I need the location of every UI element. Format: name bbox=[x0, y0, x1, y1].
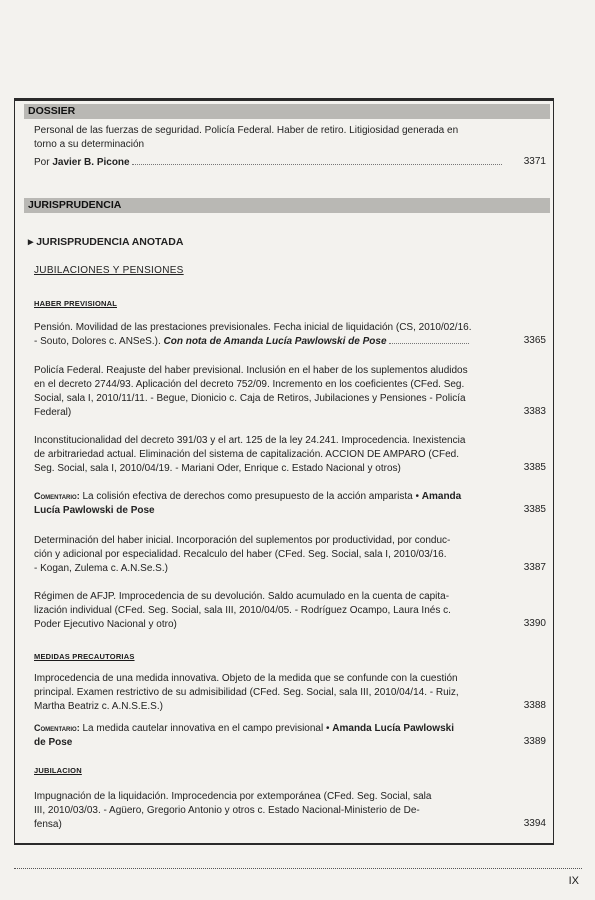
comentario-label: Comentario: bbox=[34, 491, 80, 501]
subsection-haber-previsional: HABER PREVISIONAL bbox=[34, 299, 117, 308]
entry-1-page: 3365 bbox=[523, 335, 546, 346]
entry-1-note: Con nota de Amanda Lucía Pawlowski de Pose bbox=[163, 336, 387, 347]
dossier-byline: Por Javier B. Picone bbox=[34, 156, 502, 169]
entry-3-line2: de arbitrariedad actual. Eliminación del sistema de capitalización. ACCION DE AMPARO (CFed. bbox=[34, 449, 459, 460]
dossier-author: Javier B. Picone bbox=[52, 157, 130, 168]
entry-4-page: 3385 bbox=[523, 504, 546, 515]
subsection-jubilacion: JUBILACION bbox=[34, 766, 82, 775]
entry-5-page: 3387 bbox=[523, 562, 546, 573]
dossier-line1: Personal de las fuerzas de seguridad. Policía Federal. Haber de retiro. Litigiosidad generada en bbox=[34, 125, 459, 136]
entry-9-page: 3394 bbox=[523, 818, 546, 829]
entry-5-line1: Determinación del haber inicial. Incorporación del suplementos por productividad, por conduc- bbox=[34, 535, 451, 546]
entry-5-line3: - Kogan, Zulema c. A.N.Se.S.) bbox=[34, 563, 168, 574]
entry-3-line3: Seg. Social, sala I, 2010/04/19. - Mariani Oder, Enrique c. Estado Nacional y otros) bbox=[34, 463, 401, 474]
section-jubilaciones: JUBILACIONES Y PENSIONES bbox=[34, 265, 184, 276]
entry-8-line1: Comentario: La medida cautelar innovativa en el campo previsional • Amanda Lucía Pawlowski bbox=[34, 723, 454, 734]
entry-4-line1: Comentario: La colisión efectiva de derechos como presupuesto de la acción amparista • Amanda bbox=[34, 491, 462, 502]
jurisprudencia-anotada: ▸ JURISPRUDENCIA ANOTADA bbox=[28, 236, 184, 248]
entry-2-line4: Federal) bbox=[34, 407, 72, 418]
triangle-bullet-icon: ▸ bbox=[28, 236, 34, 248]
comentario-label: Comentario: bbox=[34, 723, 80, 733]
dossier-page: 3371 bbox=[523, 156, 546, 167]
entry-7-line3: Martha Beatriz c. A.N.S.E.S.) bbox=[34, 701, 163, 712]
entry-3-line1: Inconstitucionalidad del decreto 391/03 y el art. 125 de la ley 24.241. Improcedencia. Inexistencia bbox=[34, 435, 466, 446]
dossier-line2: torno a su determinación bbox=[34, 139, 145, 150]
entry-7-page: 3388 bbox=[523, 700, 546, 711]
entry-8-line2: de Pose bbox=[34, 737, 73, 748]
entry-1-line1: Pensión. Movilidad de las prestaciones previsionales. Fecha inicial de liquidación (CS, 2010/02/16. bbox=[34, 322, 472, 333]
entry-6-line1: Régimen de AFJP. Improcedencia de su devolución. Saldo acumulado en la cuenta de capita- bbox=[34, 591, 450, 602]
entry-6-page: 3390 bbox=[523, 618, 546, 629]
entry-2-line2: en el decreto 2744/93. Aplicación del decreto 752/09. Incremento en los coeficientes (CFed. Seg. bbox=[34, 379, 465, 390]
entry-4-line2: Lucía Pawlowski de Pose bbox=[34, 505, 155, 516]
entry-2-line1: Policía Federal. Reajuste del haber previsional. Inclusión en el haber de los suplementos aludidos bbox=[34, 365, 468, 376]
entry-7-line1: Improcedencia de una medida innovativa. Objeto de la medida que se confunde con la cuestión bbox=[34, 673, 458, 684]
entry-5-line2: ción y adicional por especialidad. Recalculo del haber (CFed. Seg. Social, sala I, 2010/03/16. bbox=[34, 549, 447, 560]
page-number: IX bbox=[568, 875, 579, 887]
footer-rule bbox=[14, 868, 582, 869]
dossier-header: DOSSIER bbox=[24, 104, 550, 119]
entry-9-line2: III, 2010/03/03. - Agüero, Gregorio Antonio y otros c. Estado Nacional-Ministerio de De- bbox=[34, 805, 420, 816]
jurisprudencia-header: JURISPRUDENCIA bbox=[24, 198, 550, 213]
entry-6-line2: lización individual (CFed. Seg. Social, sala III, 2010/04/05. - Rodríguez Ocampo, Laura Inés c. bbox=[34, 605, 451, 616]
entry-9-line1: Impugnación de la liquidación. Improcedencia por extemporánea (CFed. Seg. Social, sala bbox=[34, 791, 432, 802]
subsection-medidas-precautorias: MEDIDAS PRECAUTORIAS bbox=[34, 652, 135, 661]
entry-8-page: 3389 bbox=[523, 736, 546, 747]
entry-3-page: 3385 bbox=[523, 462, 546, 473]
entry-6-line3: Poder Ejecutivo Nacional y otro) bbox=[34, 619, 177, 630]
entry-2-page: 3383 bbox=[523, 406, 546, 417]
entry-9-line3: fensa) bbox=[34, 819, 62, 830]
entry-1-line2: - Souto, Dolores c. ANSeS.). Con nota de Amanda Lucía Pawlowski de Pose bbox=[34, 335, 469, 348]
entry-7-line2: principal. Examen restrictivo de su admisibilidad (CFed. Seg. Social, sala III, 2010/04/14. - Ruiz, bbox=[34, 687, 459, 698]
entry-2-line3: Social, sala I, 2010/11/11. - Begue, Dionicio c. Caja de Retiros, Jubilaciones y Pensiones - Policía bbox=[34, 393, 466, 404]
